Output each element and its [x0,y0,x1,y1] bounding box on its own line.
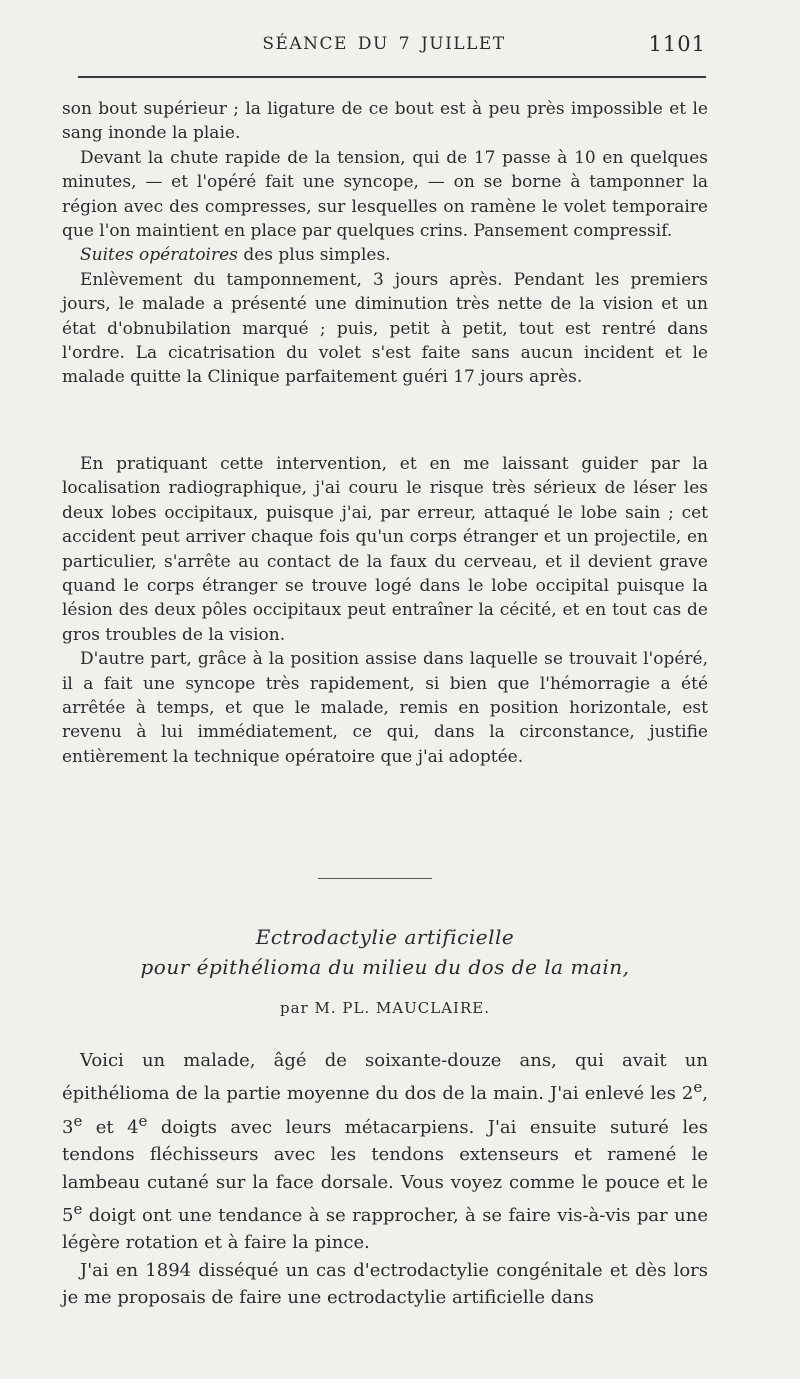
section-separator [318,878,432,879]
section-discussion [62,452,708,769]
superscript: e [73,1111,83,1130]
paragraph-text: des plus simples. [243,245,391,266]
paragraph [62,1047,708,1257]
article-author: par M. PL. MAUCLAIRE. [279,999,490,1017]
paragraph [62,243,708,267]
text-run: doigts avec leurs métacarpiens. J'ai ensuite suturé les tendons fléchisseurs avec les tendons extenseurs et ramené le lambeau cutané sur la face dorsale. Vous voyez comme le pouce et le 5 [62,1116,708,1227]
section-operation-report [62,97,708,390]
superscript: e [693,1078,703,1097]
text-run: , 3 [62,1083,708,1138]
text-run: et 4 [82,1116,139,1138]
paragraph: D'autre part, grâce à la position assise dans laquelle se trouvait l'opéré, il a fait une syncope très rapidement, si bien que l'hémorragie a été arrêtée à temps, et que le malade, remis en position horizontale, est revenu à lui immédiatement, ce qui, dans la circonstance, justifie entièrement la technique opératoire que j'ai adoptée. [62,649,708,767]
page-header [62,34,706,64]
text-run: Voici un malade, âgé de soixante-douze ans, qui avait un épithélioma de la partie moyenne du dos de la main. J'ai enlevé les 2 [62,1050,708,1105]
article-title-line-2: pour épithélioma du milieu du dos de la main, [140,955,630,979]
paragraph: son bout supérieur ; la ligature de ce bout est à peu près impossible et le sang inonde la plaie. [62,99,708,144]
italic-lead: Suites opératoires [80,245,238,266]
header-rule [78,76,706,78]
superscript: e [138,1111,148,1130]
article-title [62,922,708,982]
paragraph: J'ai en 1894 disséqué un cas d'ectrodactylie congénitale et dès lors je me proposais de faire une ectrodactylie artificielle dans [62,1259,708,1309]
superscript: e [73,1200,83,1219]
text-run: doigt ont une tendance à se rapprocher, à se faire vis-à-vis par une légère rotation et à faire la pince. [62,1205,708,1254]
paragraph: Enlèvement du tamponnement, 3 jours après. Pendant les premiers jours, le malade a présenté une diminution très nette de la vision et un état d'obnubilation marqué ; puis, petit à petit, tout est rentré dans l'ordre. La cicatrisation du volet s'est faite sans aucun incident et le malade quitte la Clinique parfaitement guéri 17 jours après. [62,269,708,388]
paragraph: En pratiquant cette intervention, et en me laissant guider par la localisation radiographique, j'ai couru le risque très sérieux de léser les deux lobes occipitaux, puisque j'ai, par erreur, attaqué le lobe sain ; cet accident peut arriver chaque fois qu'un corps étranger et un projectile, en particulier, s'arrête au contact de la faux du cerveau, et il devient grave quand le corps étranger se trouve logé dans le lobe occipital puisque la lésion des deux pôles occipitaux peut entraîner la cécité, et en tout cas de gros troubles de la vision. [62,454,708,645]
page-number: 1101 [648,32,706,56]
article-title-line-1: Ectrodactylie artificielle [255,925,515,949]
paragraph: Devant la chute rapide de la tension, qui de 17 passe à 10 en quelques minutes, — et l'opéré fait une syncope, — on se borne à tamponner la région avec des compresses, sur lesquelles on ramène le volet temporaire que l'on maintient en place par quelques crins. Pansement compressif. [62,147,708,242]
section-case-report [62,1047,708,1312]
running-title: SÉANCE DU 7 JUILLET [262,34,506,54]
